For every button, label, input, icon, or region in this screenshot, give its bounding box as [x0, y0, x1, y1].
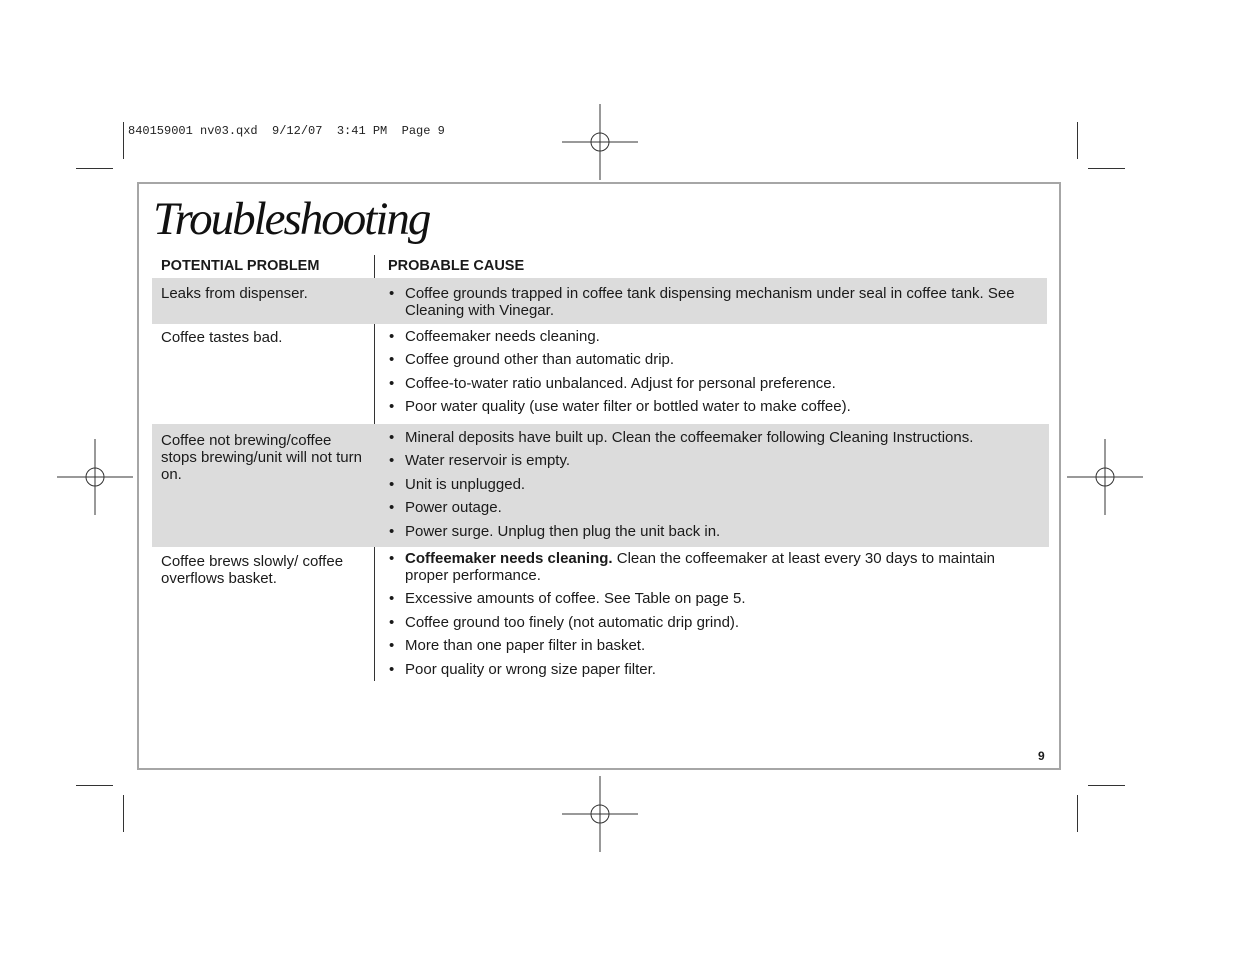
cause-item: • Power outage.: [388, 499, 1028, 516]
registration-mark-left: [57, 439, 133, 515]
table-row: [152, 424, 1049, 547]
cause-list: [388, 328, 1028, 422]
crop-mark-top-right-horizontal: [1088, 168, 1125, 169]
crop-mark-bottom-right-horizontal: [1088, 785, 1125, 786]
cause-item: • Poor quality or wrong size paper filter.: [388, 661, 1028, 678]
problem-cell: Coffee tastes bad.: [161, 329, 283, 346]
cause-item: • Excessive amounts of coffee. See Table on page 5.: [388, 590, 1028, 607]
cause-item: • Poor water quality (use water filter or bottled water to make coffee).: [388, 398, 1028, 415]
page-title: Troubleshooting: [153, 193, 430, 245]
registration-mark-bottom: [562, 776, 638, 852]
cause-list: [388, 429, 1028, 546]
registration-mark-right: [1067, 439, 1143, 515]
table-row: [152, 278, 1047, 324]
cause-item: • Power surge. Unplug then plug the unit back in.: [388, 523, 1028, 540]
cause-list: [388, 550, 1028, 684]
header-potential-problem: POTENTIAL PROBLEM: [161, 258, 320, 274]
header-probable-cause: PROBABLE CAUSE: [388, 258, 525, 274]
cause-item: • Coffee ground other than automatic drip.: [388, 351, 1028, 368]
cause-item: • Water reservoir is empty.: [388, 452, 1028, 469]
table-row: [152, 324, 1047, 424]
crop-mark-bottom-left-vertical: [123, 795, 124, 832]
cause-item: • Coffee ground too finely (not automatic drip grind).: [388, 614, 1028, 631]
registration-mark-top: [562, 104, 638, 180]
problem-cell: Coffee brews slowly/ coffee overflows basket.: [161, 553, 344, 587]
crop-mark-top-left-vertical: [123, 122, 124, 159]
print-slug: 840159001 nv03.qxd 9/12/07 3:41 PM Page 9: [128, 124, 445, 138]
page-number: 9: [1038, 749, 1045, 763]
cause-item: • Coffeemaker needs cleaning.: [388, 328, 1028, 345]
crop-mark-top-right-vertical: [1077, 122, 1078, 159]
cause-item: • More than one paper filter in basket.: [388, 637, 1028, 654]
cause-item: • Coffee grounds trapped in coffee tank dispensing mechanism under seal in coffee tank. See Cleaning with Vinegar.: [388, 285, 1028, 319]
cause-item: • Coffeemaker needs cleaning. Clean the coffeemaker at least every 30 days to maintain proper performance.: [388, 550, 1028, 584]
crop-mark-bottom-right-vertical: [1077, 795, 1078, 832]
table-row: [152, 547, 1047, 681]
crop-mark-top-left-horizontal: [76, 168, 113, 169]
cause-list: [388, 285, 1028, 325]
problem-cell: Leaks from dispenser.: [161, 285, 308, 302]
cause-item: • Coffee-to-water ratio unbalanced. Adjust for personal preference.: [388, 375, 1028, 392]
cause-item: • Unit is unplugged.: [388, 476, 1028, 493]
problem-cell: Coffee not brewing/coffee stops brewing/unit will not turn on.: [161, 432, 362, 483]
crop-mark-bottom-left-horizontal: [76, 785, 113, 786]
cause-item: • Mineral deposits have built up. Clean the coffeemaker following Cleaning Instructions.: [388, 429, 1028, 446]
